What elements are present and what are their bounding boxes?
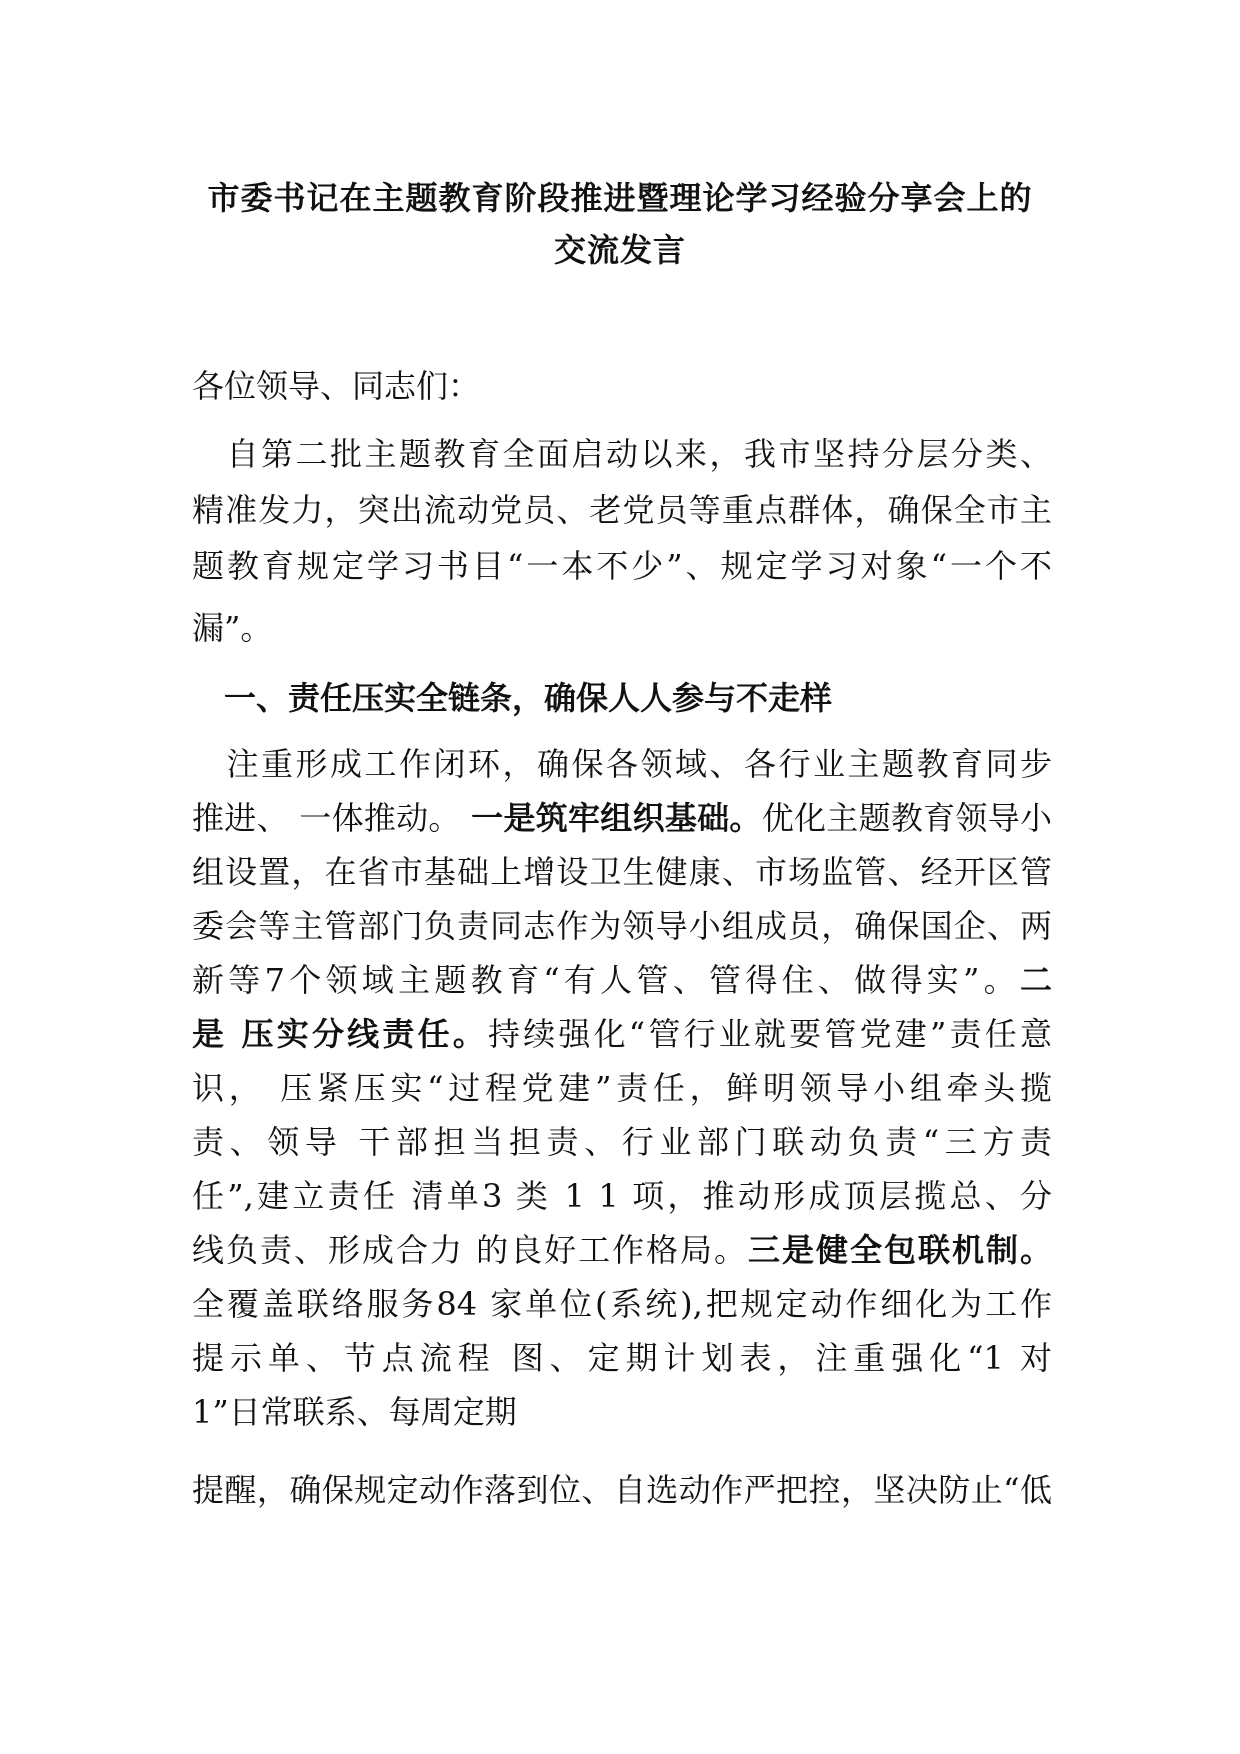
body-line-3: 组设置，在省市基础上增设卫生健康、市场监管、经开区管 xyxy=(192,853,1052,891)
document-title-line-2: 交流发言 xyxy=(553,231,686,269)
intro-line-2: 精准发力，突出流动党员、老党员等重点群体，确保全市主 xyxy=(192,491,1052,529)
body-line-2 xyxy=(192,796,1052,840)
body-line-11: 全覆盖联络服务84 家单位(系统),把规定动作细化为工作 xyxy=(192,1285,1052,1323)
document-title-line-1: 市委书记在主题教育阶段推进暨理论学习经验分享会上的 xyxy=(207,179,1033,217)
body-line-14: 提醒，确保规定动作落到位、自选动作严把控，坚决防止“低 xyxy=(192,1471,1052,1509)
point-2-heading-start: 二 xyxy=(1019,961,1052,999)
body-text: 推进、 一体推动。 xyxy=(192,799,472,837)
body-line-13: 1”日常联系、每周定期 xyxy=(192,1393,517,1431)
body-text: 新等7个领域主题教育“有人管、管得住、做得实”。 xyxy=(192,961,1020,999)
body-line-4: 委会等主管部门负责同志作为领导小组成员，确保国企、两 xyxy=(192,907,1052,945)
body-line-5 xyxy=(192,958,1052,1002)
body-line-10 xyxy=(192,1228,1052,1272)
body-line-12: 提示单、节点流程 图、定期计划表，注重强化“1 对 xyxy=(192,1339,1052,1377)
intro-line-4: 漏”。 xyxy=(192,609,273,647)
salutation: 各位领导、同志们： xyxy=(192,367,481,405)
body-line-6 xyxy=(192,1012,1052,1056)
body-line-1: 注重形成工作闭环，确保各领域、各行业主题教育同步 xyxy=(192,745,1052,783)
intro-line-1: 自第二批主题教育全面启动以来，我市坚持分层分类、 xyxy=(192,435,1052,473)
body-line-7: 识， 压紧压实“过程党建”责任，鲜明领导小组牵头揽 xyxy=(192,1069,1052,1107)
body-line-9: 任”,建立责任 清单3 类 1 1 项，推动形成顶层揽总、分 xyxy=(192,1177,1052,1215)
intro-line-3: 题教育规定学习书目“一本不少”、规定学习对象“一个不 xyxy=(192,547,1052,585)
section-1-heading: 一、责任压实全链条，确保人人参与不走样 xyxy=(192,679,833,717)
body-text: 优化主题教育领导小 xyxy=(761,799,1052,837)
body-line-8: 责、领导 干部担当担责、行业部门联动负责“三方责 xyxy=(192,1123,1052,1161)
body-text: 线负责、形成合力 的良好工作格局。 xyxy=(192,1231,749,1269)
point-2-heading-end: 是 压实分线责任。 xyxy=(192,1015,488,1053)
body-text: 持续强化“管行业就要管党建”责任意 xyxy=(487,1015,1052,1053)
point-3-heading: 三是健全包联机制。 xyxy=(748,1231,1052,1269)
point-1-heading: 一是筑牢组织基础。 xyxy=(471,799,762,837)
